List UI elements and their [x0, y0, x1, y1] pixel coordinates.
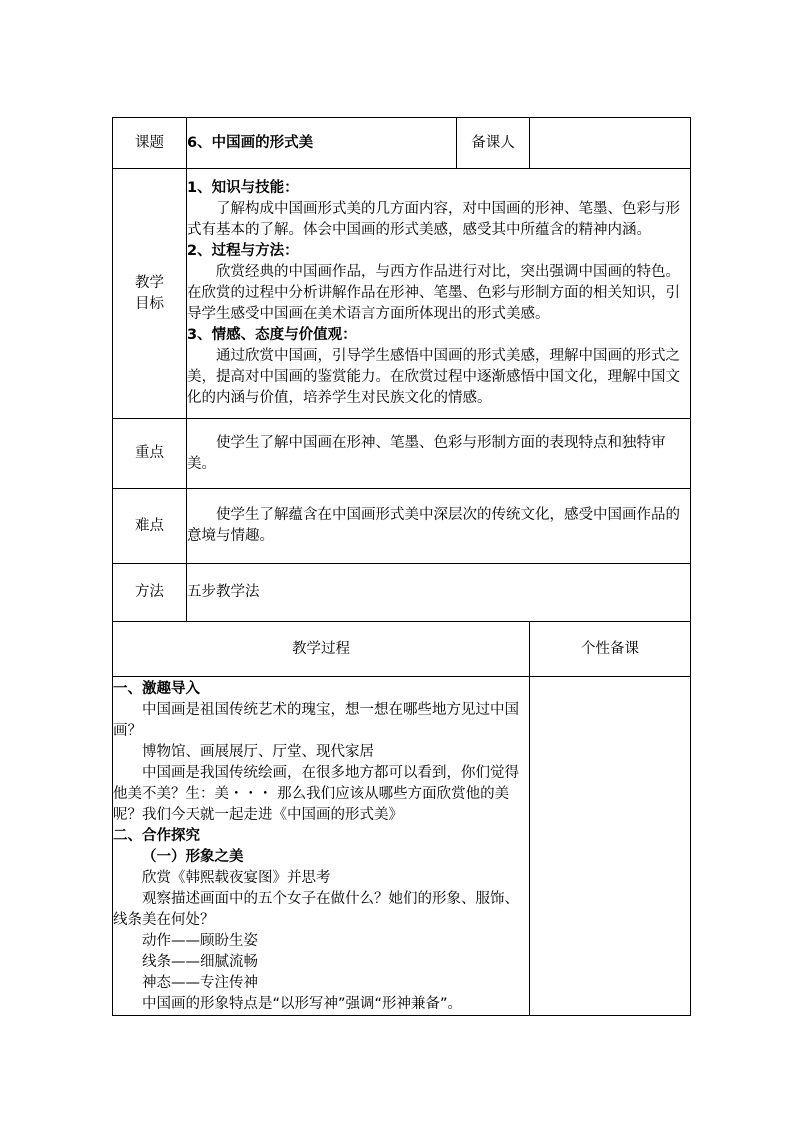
- method-row: [113, 564, 691, 622]
- key-points-row: [113, 419, 691, 489]
- objective-process-title: 2、过程与方法：: [187, 243, 299, 259]
- objectives-label: [113, 169, 187, 419]
- difficulties-label: 难点: [113, 489, 187, 564]
- section-explore-title: 二、合作探究: [113, 828, 200, 844]
- objective-process-text: 欣赏经典的中国画作品，与西方作品进行对比，突出强调中国画的特色。在欣赏的过程中分析讲解作品在形神、笔墨、色彩与形制方面的相关知识，引导学生感受中国画在美术语言方面所体现出的形式美感。: [187, 264, 680, 322]
- topic-value: 6、中国画的形式美: [187, 118, 457, 169]
- key-points-text: 使学生了解中国画在形神、笔墨、色彩与形制方面的表现特点和独特审美。: [187, 419, 691, 489]
- difficulties-text: 使学生了解蕴含在中国画形式美中深层次的传统文化，感受中国画作品的意境与情趣。: [187, 489, 691, 564]
- explore-paragraph-1: 欣赏《韩熙载夜宴图》并思考: [142, 870, 331, 886]
- process-content: [113, 677, 530, 1016]
- lesson-plan-table: [112, 117, 691, 1016]
- objective-emotion-text: 通过欣赏中国画，引导学生感悟中国画的形式美感，理解中国画的形式之美，提高对中国画的鉴赏能力。在欣赏过程中逐渐感悟中国文化，理解中国文化的内涵与价值，培养学生对民族文化的情感。: [187, 348, 680, 406]
- personal-notes-cell: [530, 677, 691, 1016]
- objectives-content: [187, 169, 691, 419]
- explore-conclusion: 中国画的形象特点是“以形写神”强调“形神兼备”。: [142, 996, 463, 1012]
- intro-paragraph-3: 中国画是我国传统绘画，在很多地方都可以看到，你们觉得他美不美？生：美・・・ 那么我们应该从哪些方面欣赏他的美呢？我们今天就一起走进《中国画的形式美》: [113, 765, 519, 823]
- intro-paragraph-2: 博物馆、画展展厅、厅堂、现代家居: [142, 744, 374, 760]
- objective-knowledge-title: 1、知识与技能：: [187, 180, 299, 196]
- topic-row: [113, 118, 691, 169]
- method-text: 五步教学法: [187, 564, 691, 622]
- explore-item-action: 动作——顾盼生姿: [142, 933, 258, 949]
- method-label: 方法: [113, 564, 187, 622]
- objectives-row: [113, 169, 691, 419]
- process-content-row: [113, 677, 691, 1016]
- objectives-label-line2: 目标: [135, 295, 164, 312]
- explore-paragraph-2: 观察描述画面中的五个女子在做什么？她们的形象、服饰、线条美在何处？: [113, 891, 519, 928]
- objective-emotion-title: 3、情感、态度与价值观：: [187, 327, 357, 343]
- section-intro-title: 一、激趣导入: [113, 681, 200, 697]
- preparer-value: [530, 118, 691, 169]
- process-header: 教学过程: [113, 622, 530, 677]
- process-header-row: [113, 622, 691, 677]
- objective-knowledge-text: 了解构成中国画形式美的几方面内容，对中国画的形神、笔墨、色彩与形式有基本的了解。体会中国画的形式美感，感受其中所蕴含的精神内涵。: [187, 201, 680, 238]
- objectives-label-line1: 教学: [135, 274, 164, 291]
- intro-paragraph-1: 中国画是祖国传统艺术的瑰宝，想一想在哪些地方见过中国画？: [113, 702, 519, 739]
- difficulties-row: [113, 489, 691, 564]
- topic-label: 课题: [113, 118, 187, 169]
- preparer-label: 备课人: [457, 118, 530, 169]
- subsection-image-beauty: （一）形象之美: [142, 849, 244, 865]
- explore-item-expression: 神态——专注传神: [142, 975, 258, 991]
- personal-notes-header: 个性备课: [530, 622, 691, 677]
- key-points-label: 重点: [113, 419, 187, 489]
- explore-item-lines: 线条——细腻流畅: [142, 954, 258, 970]
